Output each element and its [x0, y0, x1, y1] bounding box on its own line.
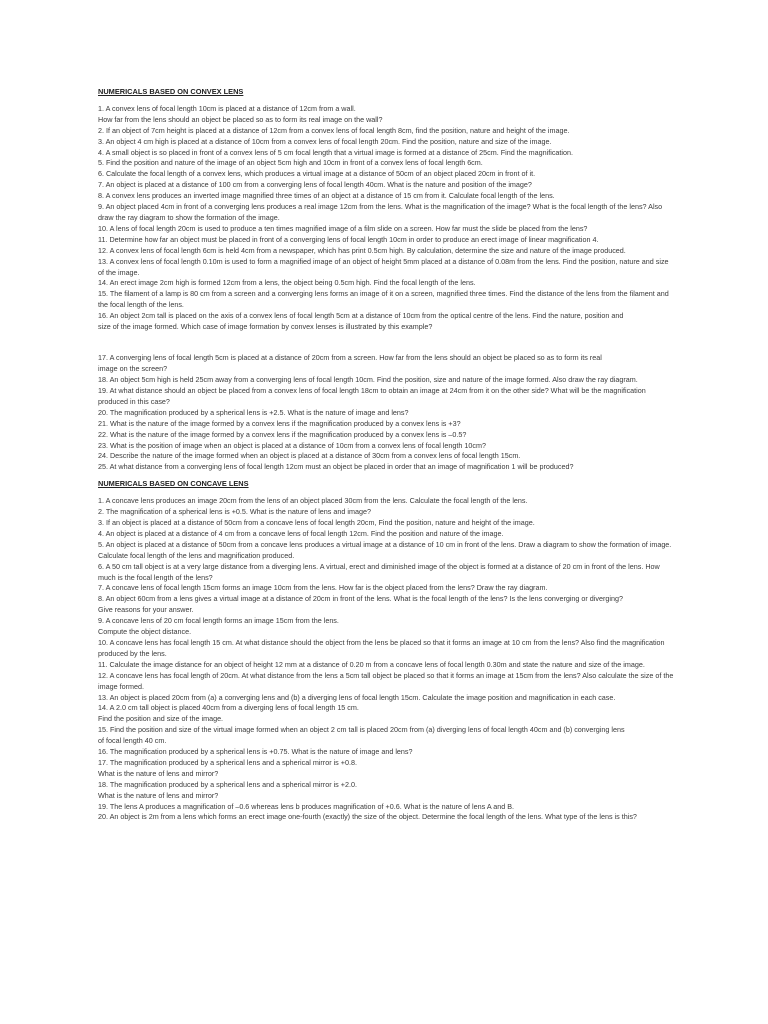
question-line: image on the screen?	[98, 364, 168, 374]
question-line: 14. A 2.0 cm tall object is placed 40cm from a diverging lens of focal length 15 cm.	[98, 703, 359, 713]
question-line: 5. An object is placed at a distance of 50cm from a concave lens produces a virtual image at a distance of 10 cm in front of the lens. Draw a diagram to show the formation of image. Calculate focal length of the lens and magnification produced.	[98, 539, 672, 560]
question-line: What is the nature of lens and mirror?	[98, 790, 219, 800]
question-line: 18. An object 5cm high is held 25cm away from a converging lens of focal length 10cm. Find the position, size and nature of the image formed. Also draw the ray diagram.	[98, 375, 638, 385]
question-line: 4. An object is placed at a distance of 4 cm from a concave lens of focal length 12cm. Find the position and nature of the image.	[98, 528, 504, 538]
question-line: 18. The magnification produced by a spherical lens and a spherical mirror is +2.0.	[98, 779, 357, 789]
concave-heading: NUMERICALS BASED ON CONCAVE LENS	[98, 479, 249, 489]
question-line: 16. The magnification produced by a spherical lens is +0.75. What is the nature of image and lens?	[98, 747, 413, 757]
question-line: 20. An object is 2m from a lens which forms an erect image one-fourth (exactly) the size of the object. Determine the focal length of the lens. What type of the lens is this?	[98, 812, 637, 822]
question-line: 1. A concave lens produces an image 20cm from the lens of an object placed 30cm from the lens. Calculate the focal length of the lens.	[98, 496, 528, 506]
question-line: 21. What is the nature of the image formed by a convex lens if the magnification produced by a convex lens is +3?	[98, 418, 461, 428]
question-line: 12. A convex lens of focal length 6cm is held 4cm from a newspaper, which has print 0.5cm high. By calculation, determine the size and nature of the image produced.	[98, 245, 626, 255]
question-line: 23. What is the position of image when an object is placed at a distance of 10cm from a convex lens of focal length 10cm?	[98, 440, 486, 450]
question-line: 8. An object 60cm from a lens gives a virtual image at a distance of 20cm in front of the lens. What is the focal length of the lens? Is the lens converging or diverging?	[98, 594, 623, 604]
question-line: 7. An object is placed at a distance of 100 cm from a converging lens of focal length 40cm. What is the nature and position of the image?	[98, 180, 532, 190]
question-line: 16. An object 2cm tall is placed on the axis of a convex lens of focal length 5cm at a distance of 10cm from the optical centre of the lens. Find the nature, position and	[98, 311, 624, 321]
question-line: 12. A concave lens has focal length of 20cm. At what distance from the lens a 5cm tall object be placed so that it forms an image at 15cm from the lens? Also calculate the size of the image formed.	[98, 670, 674, 691]
question-line: 3. If an object is placed at a distance of 50cm from a concave lens of focal length 20cm, Find the position, nature and height of the image.	[98, 518, 535, 527]
question-line: 24. Describe the nature of the image formed when an object is placed at a distance of 30cm from a convex lens of focal length 15cm.	[98, 451, 521, 461]
concave-question-list	[98, 496, 674, 823]
question-line: 1. A convex lens of focal length 10cm is placed at a distance of 12cm from a wall.	[98, 103, 356, 113]
document-page	[98, 87, 674, 823]
question-line: 6. A 50 cm tall object is at a very large distance from a diverging lens. A virtual, erect and diminished image of the object is formed at a distance of 20 cm in front of the lens. How much is the focal length of the lens?	[98, 561, 660, 582]
question-line: 5. Find the position and nature of the image of an object 5cm high and 10cm in front of a convex lens of focal length 6cm.	[98, 158, 483, 168]
question-line: How far from the lens should an object be placed so as to form its real image on the wall?	[98, 114, 383, 124]
question-line: What is the nature of lens and mirror?	[98, 768, 219, 778]
question-line: 22. What is the nature of the image formed by a convex lens if the magnification produced by a convex lens is –0.5?	[98, 429, 467, 439]
question-line: 11. Determine how far an object must be placed in front of a converging lens of focal length 10cm in order to produce an erect image of linear magnification 4.	[98, 234, 599, 244]
concave-section	[98, 479, 674, 823]
question-line: Find the position and size of the image.	[98, 714, 224, 724]
question-line: 6. Calculate the focal length of a convex lens, which produces a virtual image at a distance of 50cm of an object placed 20cm in front of it.	[98, 169, 536, 179]
question-line	[98, 340, 674, 346]
question-line: 3. An object 4 cm high is placed at a distance of 10cm from a convex lens of focal length 20cm. Find the position, nature and size of the image.	[98, 136, 552, 146]
convex-question-list	[98, 104, 674, 473]
question-line: 25. At what distance from a converging lens of focal length 12cm must an object be placed in order that an image of magnification 1 will be produced?	[98, 462, 574, 472]
question-line: 7. A concave lens of focal length 15cm forms an image 10cm from the lens. How far is the object placed from the lens? Draw the ray diagram.	[98, 583, 548, 593]
question-line: 9. A concave lens of 20 cm focal length forms an image 15cm from the lens.	[98, 616, 339, 626]
question-line: Compute the object distance.	[98, 627, 192, 637]
question-line: size of the image formed. Which case of image formation by convex lenses is illustrated by this example?	[98, 322, 433, 332]
question-line: 8. A convex lens produces an inverted image magnified three times of an object at a distance of 15 cm from it. Calculate focal length of the lens.	[98, 191, 555, 201]
question-line: 19. The lens A produces a magnification of –0.6 whereas lens b produces magnification of +0.6. What is the nature of lens A and B.	[98, 801, 515, 811]
question-line: 17. A converging lens of focal length 5cm is placed at a distance of 20cm from a screen. How far from the lens should an object be placed so as to form its real	[98, 353, 602, 363]
convex-section	[98, 87, 674, 473]
question-line: 15. The filament of a lamp is 80 cm from a screen and a converging lens forms an image of it on a screen, magnified three times. Find the distance of the lens from the filament and the focal length of the lens.	[98, 289, 669, 310]
question-line: 9. An object placed 4cm in front of a converging lens produces a real image 12cm from the lens. What is the magnification of the image? What is the focal length of the lens? Also draw the ray diagram to show the formation of the image.	[98, 202, 663, 222]
question-line: 14. An erect image 2cm high is formed 12cm from a lens, the object being 0.5cm high. Find the focal length of the lens.	[98, 278, 476, 288]
question-line: 17. The magnification produced by a spherical lens and a spherical mirror is +0.8.	[98, 757, 357, 767]
question-line: 10. A lens of focal length 20cm is used to produce a ten times magnified image of a film slide on a screen. How far must the slide be placed from the lens?	[98, 223, 588, 233]
question-line: 2. The magnification of a spherical lens is +0.5. What is the nature of lens and image?	[98, 507, 371, 517]
question-line: 19. At what distance should an object be placed from a convex lens of focal length 18cm to obtain an image at 24cm from it on the other side? What will be the magnification produced in this case?	[98, 386, 646, 406]
question-line: 11. Calculate the image distance for an object of height 12 mm at a distance of 0.20 m from a concave lens of focal length 0.30m and state the nature and size of the image.	[98, 659, 645, 669]
question-line: of focal length 40 cm.	[98, 736, 167, 746]
question-line: 4. A small object is so placed in front of a convex lens of 5 cm focal length that a virtual image is formed at a distance of 25cm. Find the magnification.	[98, 147, 574, 157]
question-line: 13. An object is placed 20cm from (a) a converging lens and (b) a diverging lens of focal length 15cm. Calculate the image position and magnification in each case.	[98, 692, 616, 702]
question-line: 13. A convex lens of focal length 0.10m is used to form a magnified image of an object of height 5mm placed at a distance of 0.08m from the lens. Find the position, nature and size of the image.	[98, 256, 669, 277]
question-line: 15. Find the position and size of the virtual image formed when an object 2 cm tall is placed 20cm from (a) diverging lens of focal length 40cm and (b) converging lens	[98, 725, 625, 735]
question-line: 10. A concave lens has focal length 15 cm. At what distance should the object from the lens be placed so that it forms an image at 10 cm from the lens? Also find the magnification produced by the lens.	[98, 637, 665, 658]
convex-heading: NUMERICALS BASED ON CONVEX LENS	[98, 87, 244, 96]
question-line: Give reasons for your answer.	[98, 605, 194, 615]
question-line: 20. The magnification produced by a spherical lens is +2.5. What is the nature of image and lens?	[98, 407, 409, 417]
question-line: 2. If an object of 7cm height is placed at a distance of 12cm from a convex lens of focal length 8cm, find the position, nature and height of the image.	[98, 125, 570, 135]
